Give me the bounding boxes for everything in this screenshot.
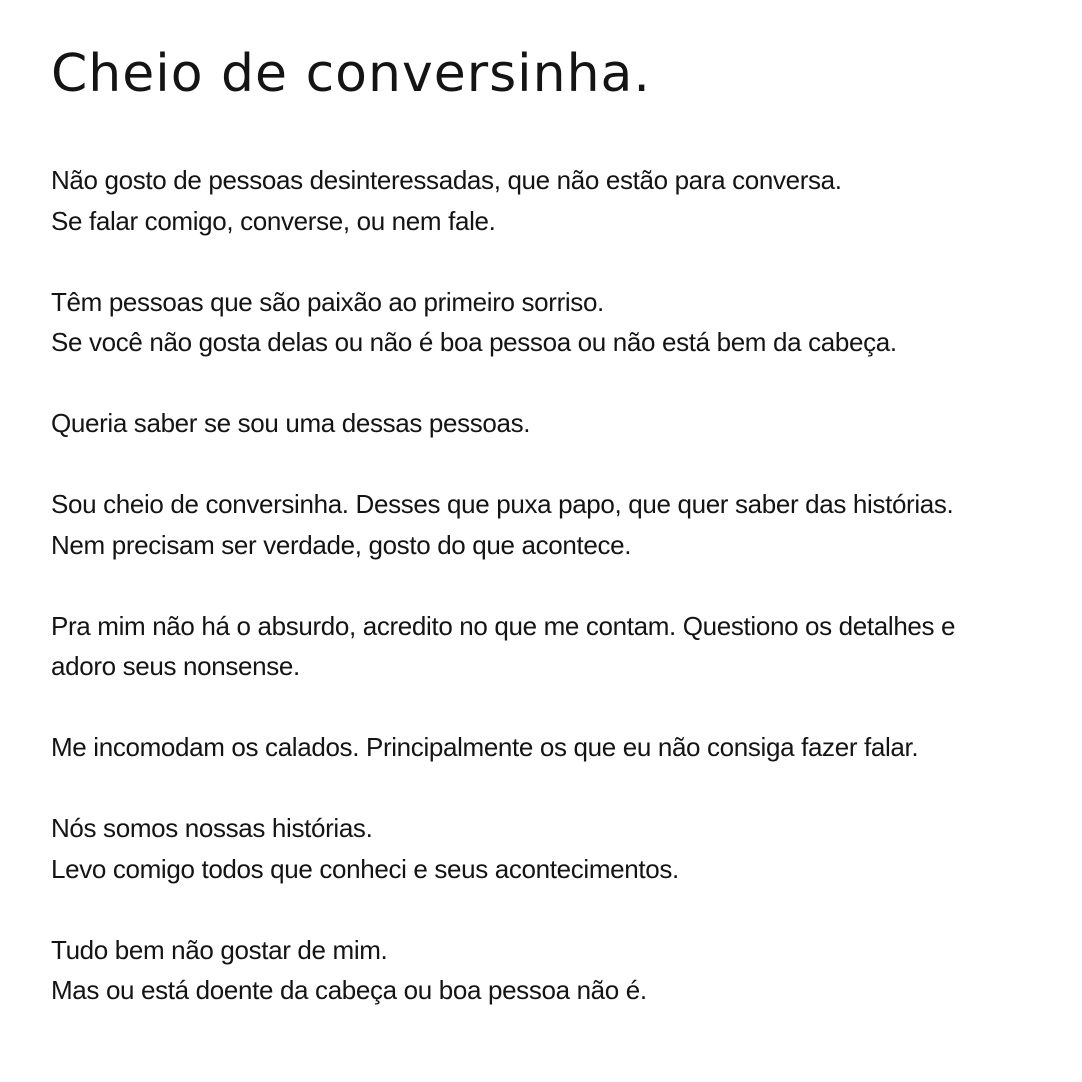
stanza-1 <box>51 160 1051 241</box>
text-line: Se falar comigo, converse, ou nem fale. <box>51 205 496 236</box>
stanza-7 <box>51 808 1051 889</box>
stanza-2 <box>51 282 1051 363</box>
text-line: Não gosto de pessoas desinteressadas, que não estão para conversa. <box>51 165 842 195</box>
text-line: Sou cheio de conversinha. Desses que puxa papo, que quer saber das histórias. <box>51 489 954 519</box>
text-line: Me incomodam os calados. Principalmente os que eu não consiga fazer falar. <box>51 732 919 762</box>
text-line: Tudo bem não gostar de mim. <box>51 934 388 965</box>
stanza-3 <box>51 403 1051 444</box>
text-line: Têm pessoas que são paixão ao primeiro sorriso. <box>51 286 604 317</box>
stanza-8 <box>51 930 1051 1011</box>
text-line: adoro seus nonsense. <box>51 651 300 681</box>
text-line: Mas ou está doente da cabeça ou boa pessoa não é. <box>51 975 647 1005</box>
text-line: Se você não gosta delas ou não é boa pessoa ou não está bem da cabeça. <box>51 327 897 357</box>
page-title: Cheio de conversinha. <box>51 44 651 104</box>
stanza-5 <box>51 606 1051 687</box>
stanza-4 <box>51 484 1051 565</box>
text-line: Queria saber se sou uma dessas pessoas. <box>51 408 531 438</box>
text-line: Pra mim não há o absurdo, acredito no que me contam. Questiono os detalhes e <box>51 610 956 641</box>
text-line: Nós somos nossas histórias. <box>51 813 373 843</box>
text-line: Levo comigo todos que conheci e seus acontecimentos. <box>51 853 679 884</box>
text-line: Nem precisam ser verdade, gosto do que acontece. <box>51 529 632 560</box>
document-body <box>51 160 1051 1051</box>
stanza-6 <box>51 727 1051 768</box>
